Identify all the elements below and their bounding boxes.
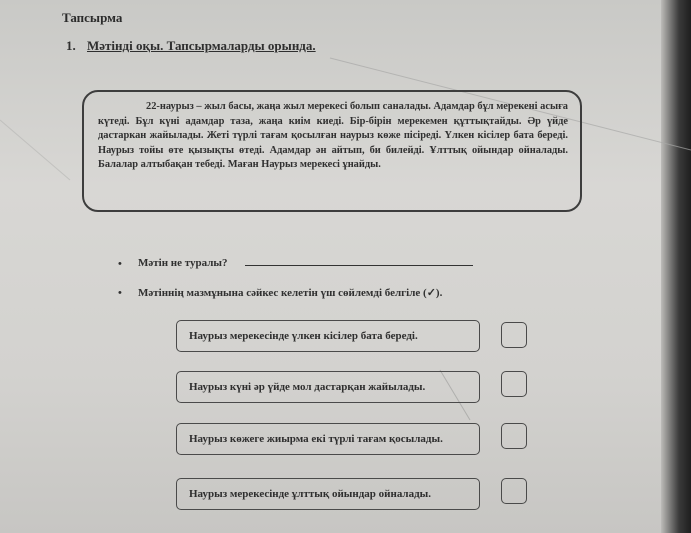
question-select-sentences: Мәтіннің мазмұнына сәйкес келетін үш сөйлемді белгіле (✓). (138, 287, 443, 299)
task-number: 1. (66, 38, 76, 53)
option-statement: Наурыз көжеге жиырма екі түрлі тағам қосылады. (176, 423, 480, 455)
option-checkbox[interactable] (501, 371, 527, 397)
task-instruction: Мәтінді оқы. Тапсырмаларды орында. (87, 38, 316, 53)
bullet-marker: • (118, 287, 122, 299)
option-checkbox[interactable] (501, 423, 527, 449)
bullet-marker: • (118, 258, 122, 270)
task-heading (66, 38, 316, 54)
option-statement: Наурыз мерекесінде үлкен кісілер бата береді. (176, 320, 480, 352)
worksheet-title: Тапсырма (62, 10, 123, 25)
question-topic: Мәтін не туралы? (138, 257, 228, 269)
answer-line[interactable] (245, 265, 473, 266)
option-checkbox[interactable] (501, 478, 527, 504)
option-checkbox[interactable] (501, 322, 527, 348)
option-statement: Наурыз күні әр үйде мол дастарқан жайылады. (176, 371, 480, 403)
reading-passage: 22-наурыз – жыл басы, жаңа жыл мерекесі болып саналады. Адамдар бұл мерекені асыға күтеді. Бұл күні адамдар таза, жаңа киім киеді. Бір-бірін мерекемен құттықтайды. Әр үйде дастаркан жайылады. Жеті түрлі тағам қосылған наурыз көже пісіреді. Үлкен кісілер бата береді. Наурыз тойы өте қызықты өтеді. Адамдар ән айтып, би билейді. Ұлттық ойындар ойналады. Балалар алтыбақан тебеді. Маған Наурыз мерекесі ұнайды. (82, 90, 582, 212)
option-statement: Наурыз мерекесінде ұлттық ойындар ойналады. (176, 478, 480, 510)
